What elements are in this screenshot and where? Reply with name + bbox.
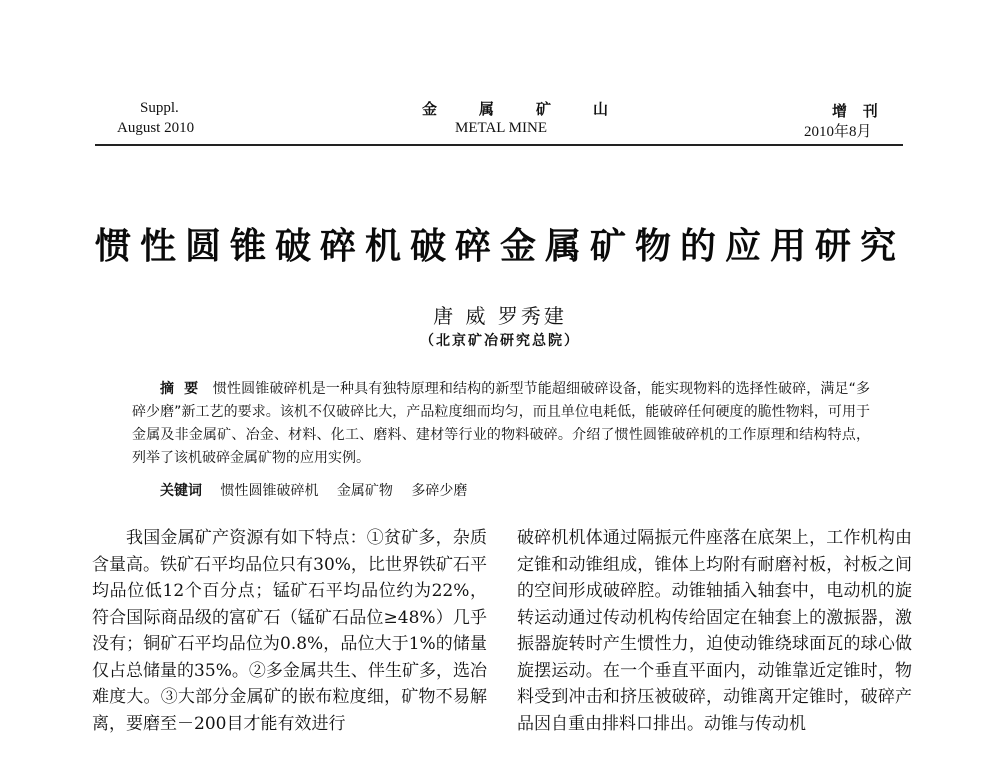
body-right-column — [517, 525, 912, 737]
header-journal-en: METAL MINE — [455, 120, 547, 136]
abstract-text: 惯性圆锥破碎机是一种具有独特原理和结构的新型节能超细破碎设备，能实现物料的选择性破碎，满足“多碎少磨”新工艺的要求。该机不仅破碎比大，产品粒度细而均匀，而且单位电耗低，能破碎任何硬度的脆性物料，可用于金属及非金属矿、冶金、材料、化工、磨料、建材等行业的物料破碎。介绍了惯性圆锥破碎机的工作原理和结构特点，列举了该机破碎金属矿物的应用实例。 — [132, 381, 871, 466]
body-left-column — [92, 525, 487, 737]
body-right-paragraph: 破碎机机体通过隔振元件座落在底架上，工作机构由定锥和动锥组成，锥体上均附有耐磨衬板，衬板之间的空间形成破碎腔。动锥轴插入轴套中，电动机的旋转运动通过传动机构传给固定在轴套上的激振器，激振器旋转时产生惯性力，迫使动锥绕球面瓦的球心做旋摆运动。在一个垂直平面内，动锥靠近定锥时，物料受到冲击和挤压被破碎，动锥离开定锥时，破碎产品因自重由排料口排出。动锥与传动机 — [517, 528, 912, 734]
header-date-cn: 2010年8月 — [804, 124, 872, 140]
keywords-label: 关键词 — [160, 483, 202, 499]
header-journal-cn: 金属矿山 — [422, 102, 651, 118]
abstract-label: 摘要 — [160, 381, 209, 397]
paper-affiliation: （北京矿冶研究总院） — [420, 333, 580, 349]
header-suppl: Suppl. — [140, 100, 179, 116]
paper-title: 惯性圆锥破碎机破碎金属矿物的应用研究 — [94, 225, 905, 267]
header-rule — [95, 144, 903, 146]
body-left-paragraph: 我国金属矿产资源有如下特点：①贫矿多，杂质含量高。铁矿石平均品位只有30%，比世界铁矿石平均品位低12个百分点；锰矿石平均品位约为22%，符合国际商品级的富矿石（锰矿石品位≥48%）几乎没有；铜矿石平均品位为0.8%，品位大于1%的储量仅占总储量的35%。②多金属共生、伴生矿多，选冶难度大。③大部分金属矿的嵌布粒度细，矿物不易解离，要磨至－200目才能有效进行 — [92, 528, 487, 734]
header-date-en: August 2010 — [117, 120, 195, 136]
keyword-item: 惯性圆锥破碎机 — [220, 483, 319, 499]
abstract — [132, 378, 870, 470]
paper-authors: 唐 威 罗秀建 — [433, 304, 567, 328]
keyword-item: 多碎少磨 — [411, 483, 468, 499]
keywords — [160, 480, 481, 500]
header-supplement-cn: 增 刊 — [832, 104, 884, 120]
keyword-item: 金属矿物 — [336, 483, 393, 499]
